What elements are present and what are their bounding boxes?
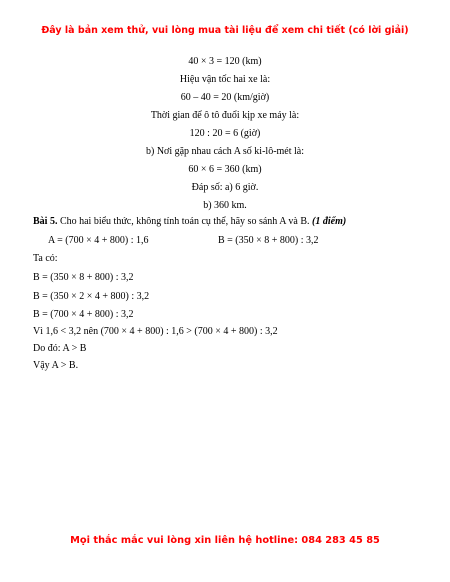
problem-5-text: Cho hai biểu thức, không tính toán cụ thể, hãy so sánh A và B. [57, 216, 313, 227]
work-line: Vì 1,6 < 3,2 nên (700 × 4 + 800) : 1,6 > (700 × 4 + 800) : 3,2 [33, 326, 278, 337]
answer-line: Đáp số: a) 6 giờ. [191, 182, 259, 193]
expression-a: A = (700 × 4 + 800) : 1,6 [48, 235, 149, 246]
work-line: Do đó: A > B [33, 343, 87, 354]
expression-b: B = (350 × 8 + 800) : 3,2 [218, 235, 319, 246]
problem-5-label: Bài 5. [33, 216, 58, 227]
solution-line: b) Nơi gặp nhau cách A số ki-lô-mét là: [145, 146, 305, 157]
solution-line: 40 × 3 = 120 (km) [188, 56, 262, 67]
solution-line: 60 × 6 = 360 (km) [188, 164, 262, 175]
work-line: B = (350 × 2 × 4 + 800) : 3,2 [33, 291, 150, 302]
work-line: B = (700 × 4 + 800) : 3,2 [33, 309, 134, 320]
solution-line: 120 : 20 = 6 (giờ) [189, 128, 261, 139]
conclusion-line: Vậy A > B. [33, 360, 79, 371]
solution-line: Hiệu vận tốc hai xe là: [179, 74, 271, 85]
preview-notice: Đây là bản xem thử, vui lòng mua tài liệu để xem chi tiết (có lời giải) [41, 25, 409, 36]
work-line: Ta có: [33, 253, 58, 264]
solution-line: 60 – 40 = 20 (km/giờ) [180, 92, 270, 103]
answer-line: b) 360 km. [203, 200, 247, 211]
work-line: B = (350 × 8 + 800) : 3,2 [33, 272, 134, 283]
hotline-notice: Mọi thắc mắc vui lòng xin liên hệ hotline: 084 283 45 85 [70, 535, 380, 546]
solution-line: Thời gian để ô tô đuổi kịp xe máy là: [150, 110, 300, 121]
problem-5-points: (1 điểm) [312, 216, 347, 227]
problem-5-statement [33, 216, 346, 228]
